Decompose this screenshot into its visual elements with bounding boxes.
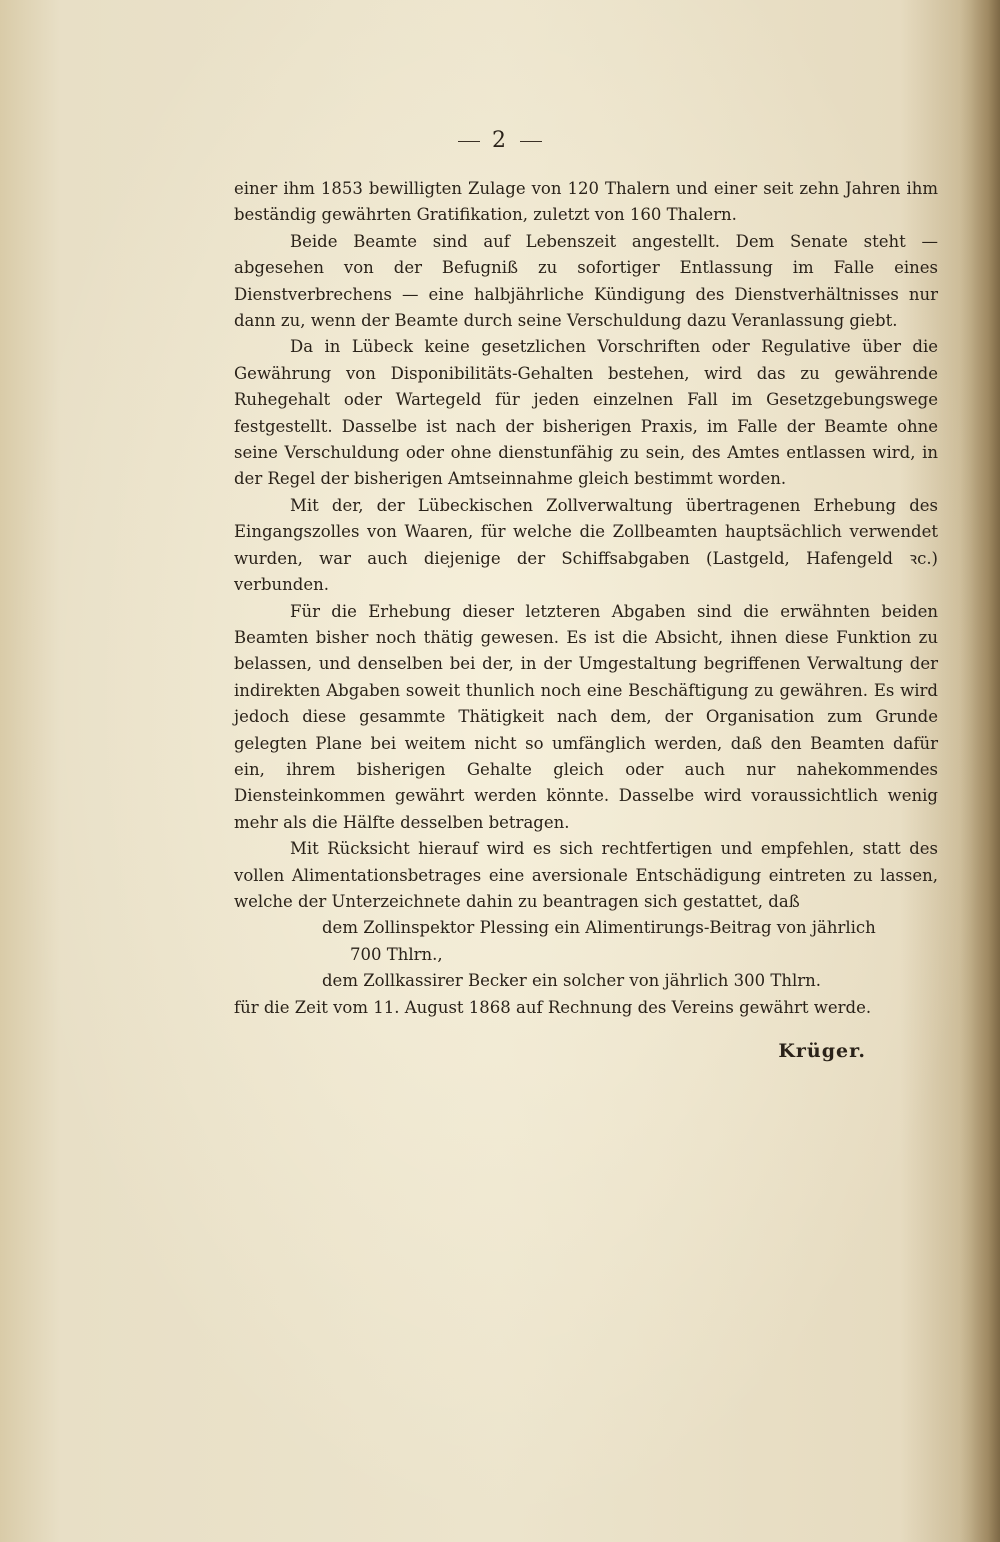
header-dash-left	[458, 141, 480, 142]
body-text	[234, 176, 938, 1021]
paragraph: Beide Beamte sind auf Lebenszeit angestellt. Dem Senate steht — abgesehen von der Befugniß zu sofortiger Entlassung im Falle eines Dienstverbrechens — eine halbjährliche Kündigung des Dienstverhältnisses nur dann zu, wenn der Beamte durch seine Verschuldung dazu Veranlassung giebt.	[234, 231, 938, 331]
grant-line-plessing: dem Zollinspektor Plessing ein Alimentirungs-Beitrag von jährlich	[322, 918, 876, 938]
grant-line-becker: dem Zollkassirer Becker ein solcher von jährlich 300 Thlrn.	[322, 971, 822, 991]
header-dash-right	[520, 141, 542, 142]
paragraph: Für die Erhebung dieser letzteren Abgaben sind die erwähnten beiden Beamten bisher noch thätig gewesen. Es ist die Absicht, ihnen diese Funktion zu belassen, und denselben bei der, in der Umgestaltung begriffenen Verwaltung der indirekten Abgaben soweit thunlich noch eine Beschäftigung zu gewähren. Es wird jedoch diese gesammte Thätigkeit nach dem, der Organisation zum Grunde gelegten Plane bei weitem nicht so umfänglich werden, daß den Beamten dafür ein, ihrem bisherigen Gehalte gleich oder auch nur nahekommendes Diensteinkommen gewährt werden könnte. Dasselbe wird voraussichtlich wenig mehr als die Hälfte desselben betragen.	[234, 601, 938, 832]
page-header	[0, 128, 1000, 153]
paragraph: Mit Rücksicht hierauf wird es sich rechtfertigen und empfehlen, statt des vollen Alimentationsbetrages eine aversionale Entschädigung eintreten zu lassen, welche der Unterzeichnete dahin zu beantragen sich gestattet, daß	[234, 839, 938, 911]
grant-line-amount: 700 Thlrn.,	[350, 944, 443, 964]
paragraph: Da in Lübeck keine gesetzlichen Vorschriften oder Regulative über die Gewährung von Disponibilitäts-Gehalten bestehen, wird das zu gewährende Ruhegehalt oder Wartegeld für jeden einzelnen Fall im Gesetzgebungswege festgestellt. Dasselbe ist nach der bisherigen Praxis, im Falle der Beamte ohne seine Verschuldung oder ohne dienstunfähig zu sein, des Amtes entlassen wird, in der Regel der bisherigen Amtseinnahme gleich bestimmt worden.	[234, 337, 938, 489]
paragraph-continuation: einer ihm 1853 bewilligten Zulage von 120 Thalern und einer seit zehn Jahren ihm beständig gewährten Gratifikation, zuletzt von 160 Thalern.	[234, 179, 938, 225]
closing-line: für die Zeit vom 11. August 1868 auf Rechnung des Vereins gewährt werde.	[234, 997, 872, 1017]
page-edge-shadow	[960, 0, 1000, 1542]
page-number: 2	[492, 128, 508, 153]
signature: Krüger.	[778, 1040, 866, 1062]
paragraph: Mit der, der Lübeckischen Zollverwaltung übertragenen Erhebung des Eingangszolles von Waaren, für welche die Zollbeamten hauptsächlich verwendet wurden, war auch diejenige der Schiffsabgaben (Lastgeld, Hafengeld ꝛc.) verbunden.	[234, 495, 938, 595]
